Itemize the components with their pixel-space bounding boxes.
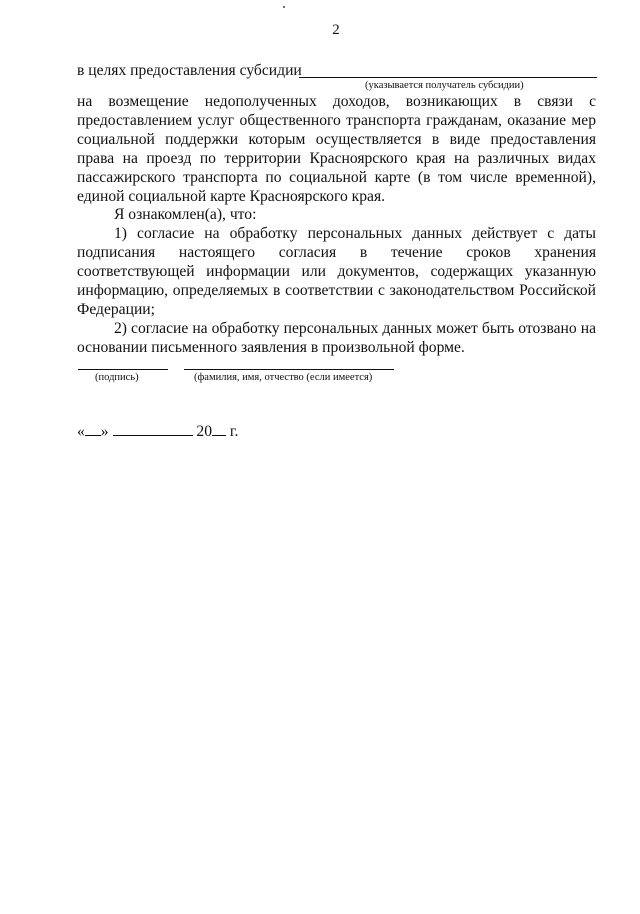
consent-term-1: 1) согласие на обработку персональных данных действует с даты подписания настоящего согласия в течение сроков хранения соответствующей информации или документов, содержащих указанную информацию, определяемых в соответствии с законодательством Российской Федерации; (77, 225, 596, 318)
purpose-label: в целях предоставления субсидии (77, 62, 302, 79)
subsidy-recipient-caption: (указывается получатель субсидии) (365, 80, 524, 91)
year-suffix: г. (229, 423, 239, 440)
full-name-blank[interactable] (184, 369, 394, 370)
subsidy-recipient-blank[interactable] (299, 77, 597, 78)
date-open-quote: « (77, 423, 85, 440)
purpose-line (77, 62, 597, 82)
signature-caption: (подпись) (95, 372, 139, 383)
signature-blank[interactable] (78, 369, 168, 370)
full-name-caption: (фамилия, имя, отчество (если имеется) (194, 372, 373, 383)
date-line (77, 421, 238, 441)
year-prefix: 20 (196, 423, 212, 440)
month-blank[interactable] (113, 421, 193, 436)
purpose-paragraph: на возмещение недополученных доходов, возникающих в связи с предоставлением услуг общественного транспорта гражданам, оказание мер социальной поддержки которым осуществляется в виде предоставления права на проезд по территории Красноярского края на различных видах пассажирского транспорта по социальной карте (в том числе временной), единой социальной карте Красноярского края. (77, 93, 596, 205)
consent-term-2: 2) согласие на обработку персональных данных может быть отозвано на основании письменного заявления в произвольной форме. (77, 319, 596, 356)
signature-block (77, 369, 407, 399)
year-blank[interactable] (212, 421, 226, 436)
date-close-quote: » (100, 423, 109, 440)
day-blank[interactable] (85, 421, 101, 436)
scan-speck (283, 6, 285, 8)
page-number: 2 (332, 22, 340, 38)
acknowledged-line: Я ознакомлен(а), что: (114, 206, 257, 224)
consent-body (77, 93, 596, 358)
